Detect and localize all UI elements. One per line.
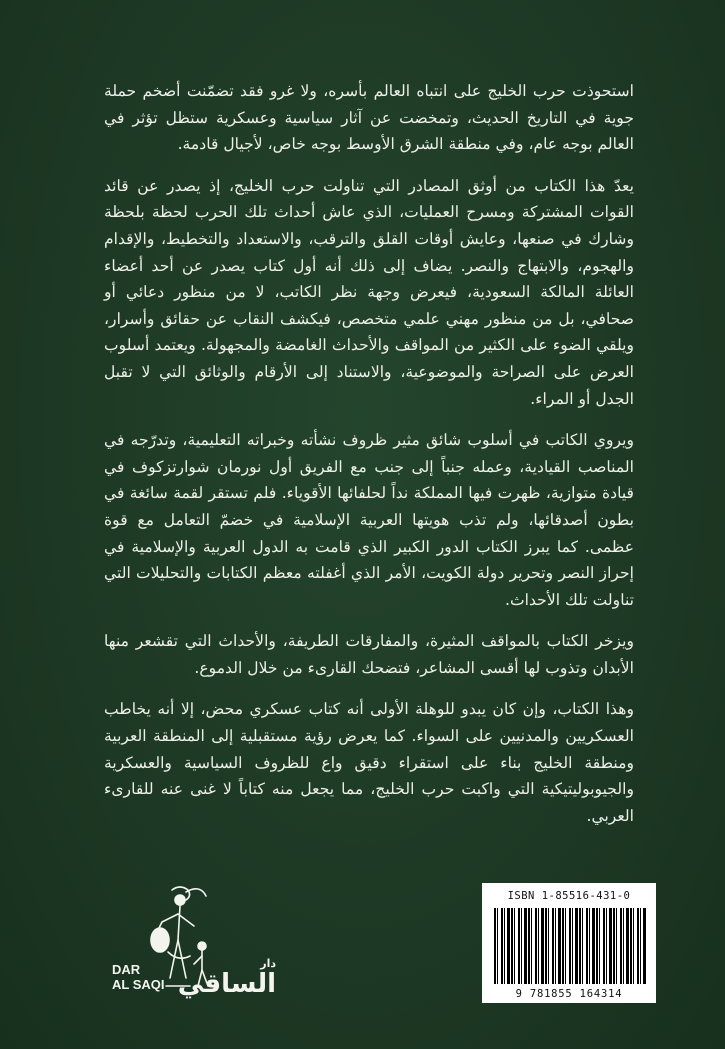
publisher-en-line-2: AL SAQI xyxy=(112,977,165,992)
blurb-paragraph-3: ويروي الكاتب في أسلوب شائق مثير ظروف نشأته وخبراته التعليمية، وتدرّجه في المناصب القيادية، وعمله جنباً إلى جنب مع الفريق أول نورمان شوارتزكوف في قيادة متوازية، ظهرت فيها المملكة نداً لحلفائها الأقوياء. فلم تستقر لقمة سائغة في بطون أصدقائها، ولم تذب هويتها العربية الإسلامية في خضمّ التعامل مع قوة عظمى. كما يبرز الكتاب الدور الكبير الذي قامت به الدول العربية والإسلامية في إحراز النصر وتحرير دولة الكويت، الأمر الذي أغفلته معظم الكتابات والتحليلات التي تناولت تلك الأحداث. xyxy=(104,431,634,609)
blurb-text xyxy=(104,78,634,844)
publisher-ar-big: الساقي xyxy=(177,969,276,999)
ean-number: 9 781855 164314 xyxy=(482,988,656,1000)
publisher-name-english xyxy=(112,962,165,992)
isbn-number: ISBN 1-85516-431-0 xyxy=(507,890,631,902)
barcode-bars xyxy=(494,908,646,984)
publisher-name-arabic xyxy=(177,957,276,999)
blurb-paragraph-2: يعدّ هذا الكتاب من أوثق المصادر التي تناولت حرب الخليج، إذ يصدر عن قائد القوات المشتركة ومسرح العمليات، الذي عاش أحداث تلك الحرب لحظة بلحظة وشارك في صنعها، وعايش أوقات القلق والترقب، والاستعداد والتخطيط، والإقدام والهجوم، والابتهاج والنصر. يضاف إلى ذلك أنه أول كتاب يصدر عن أحد أعضاء العائلة المالكة السعودية، فيعرض وجهة نظر الكاتب، لا من منظور دعائي أو صحافي، بل من منظور مهني علمي متخصص، فيكشف النقاب عن حقائق وأسرار، ويلقي الضوء على الكثير من المواقف والأحداث الغامضة والمجهولة. ويعتمد أسلوب العرض على الصراحة والموضوعية، والاستناد إلى الأرقام والوثائق التي لا تقبل الجدل أو المراء. xyxy=(104,176,634,408)
blurb-paragraph-1: استحوذت حرب الخليج على انتباه العالم بأسره، ولا غرو فقد تضمّنت أضخم حملة جوية في التاريخ الحديث، وتمخضت عن آثار سياسية وعسكرية ستظل تؤثر في العالم بوجه عام، وفي منطقة الشرق الأوسط بوجه خاص، لأجيال قادمة. xyxy=(104,82,634,154)
publisher-en-line-1: DAR xyxy=(112,962,141,977)
blurb-paragraph-4: ويزخر الكتاب بالمواقف المثيرة، والمفارقات الطريفة، والأحداث التي تقشعر منها الأبدان وتذوب لها أقسى المشاعر، فتضحك القارىء من خلال الدموع. xyxy=(104,632,634,677)
publisher-ar-small: دار xyxy=(260,957,276,970)
isbn-barcode xyxy=(482,883,656,1003)
blurb-paragraph-5: وهذا الكتاب، وإن كان يبدو للوهلة الأولى أنه كتاب عسكري محض، إلا أنه يخاطب العسكريين والمدنيين على السواء. كما يعرض رؤية مستقبلية إلى المنطقة العربية ومنطقة الخليج بناء على استقراء دقيق واع للظروف السياسية والعسكرية والجيوبوليتيكية التي واكبت حرب الخليج، مما يجعل منه كتاباً لا غنى عنه للقارىء العربي. xyxy=(104,700,634,825)
